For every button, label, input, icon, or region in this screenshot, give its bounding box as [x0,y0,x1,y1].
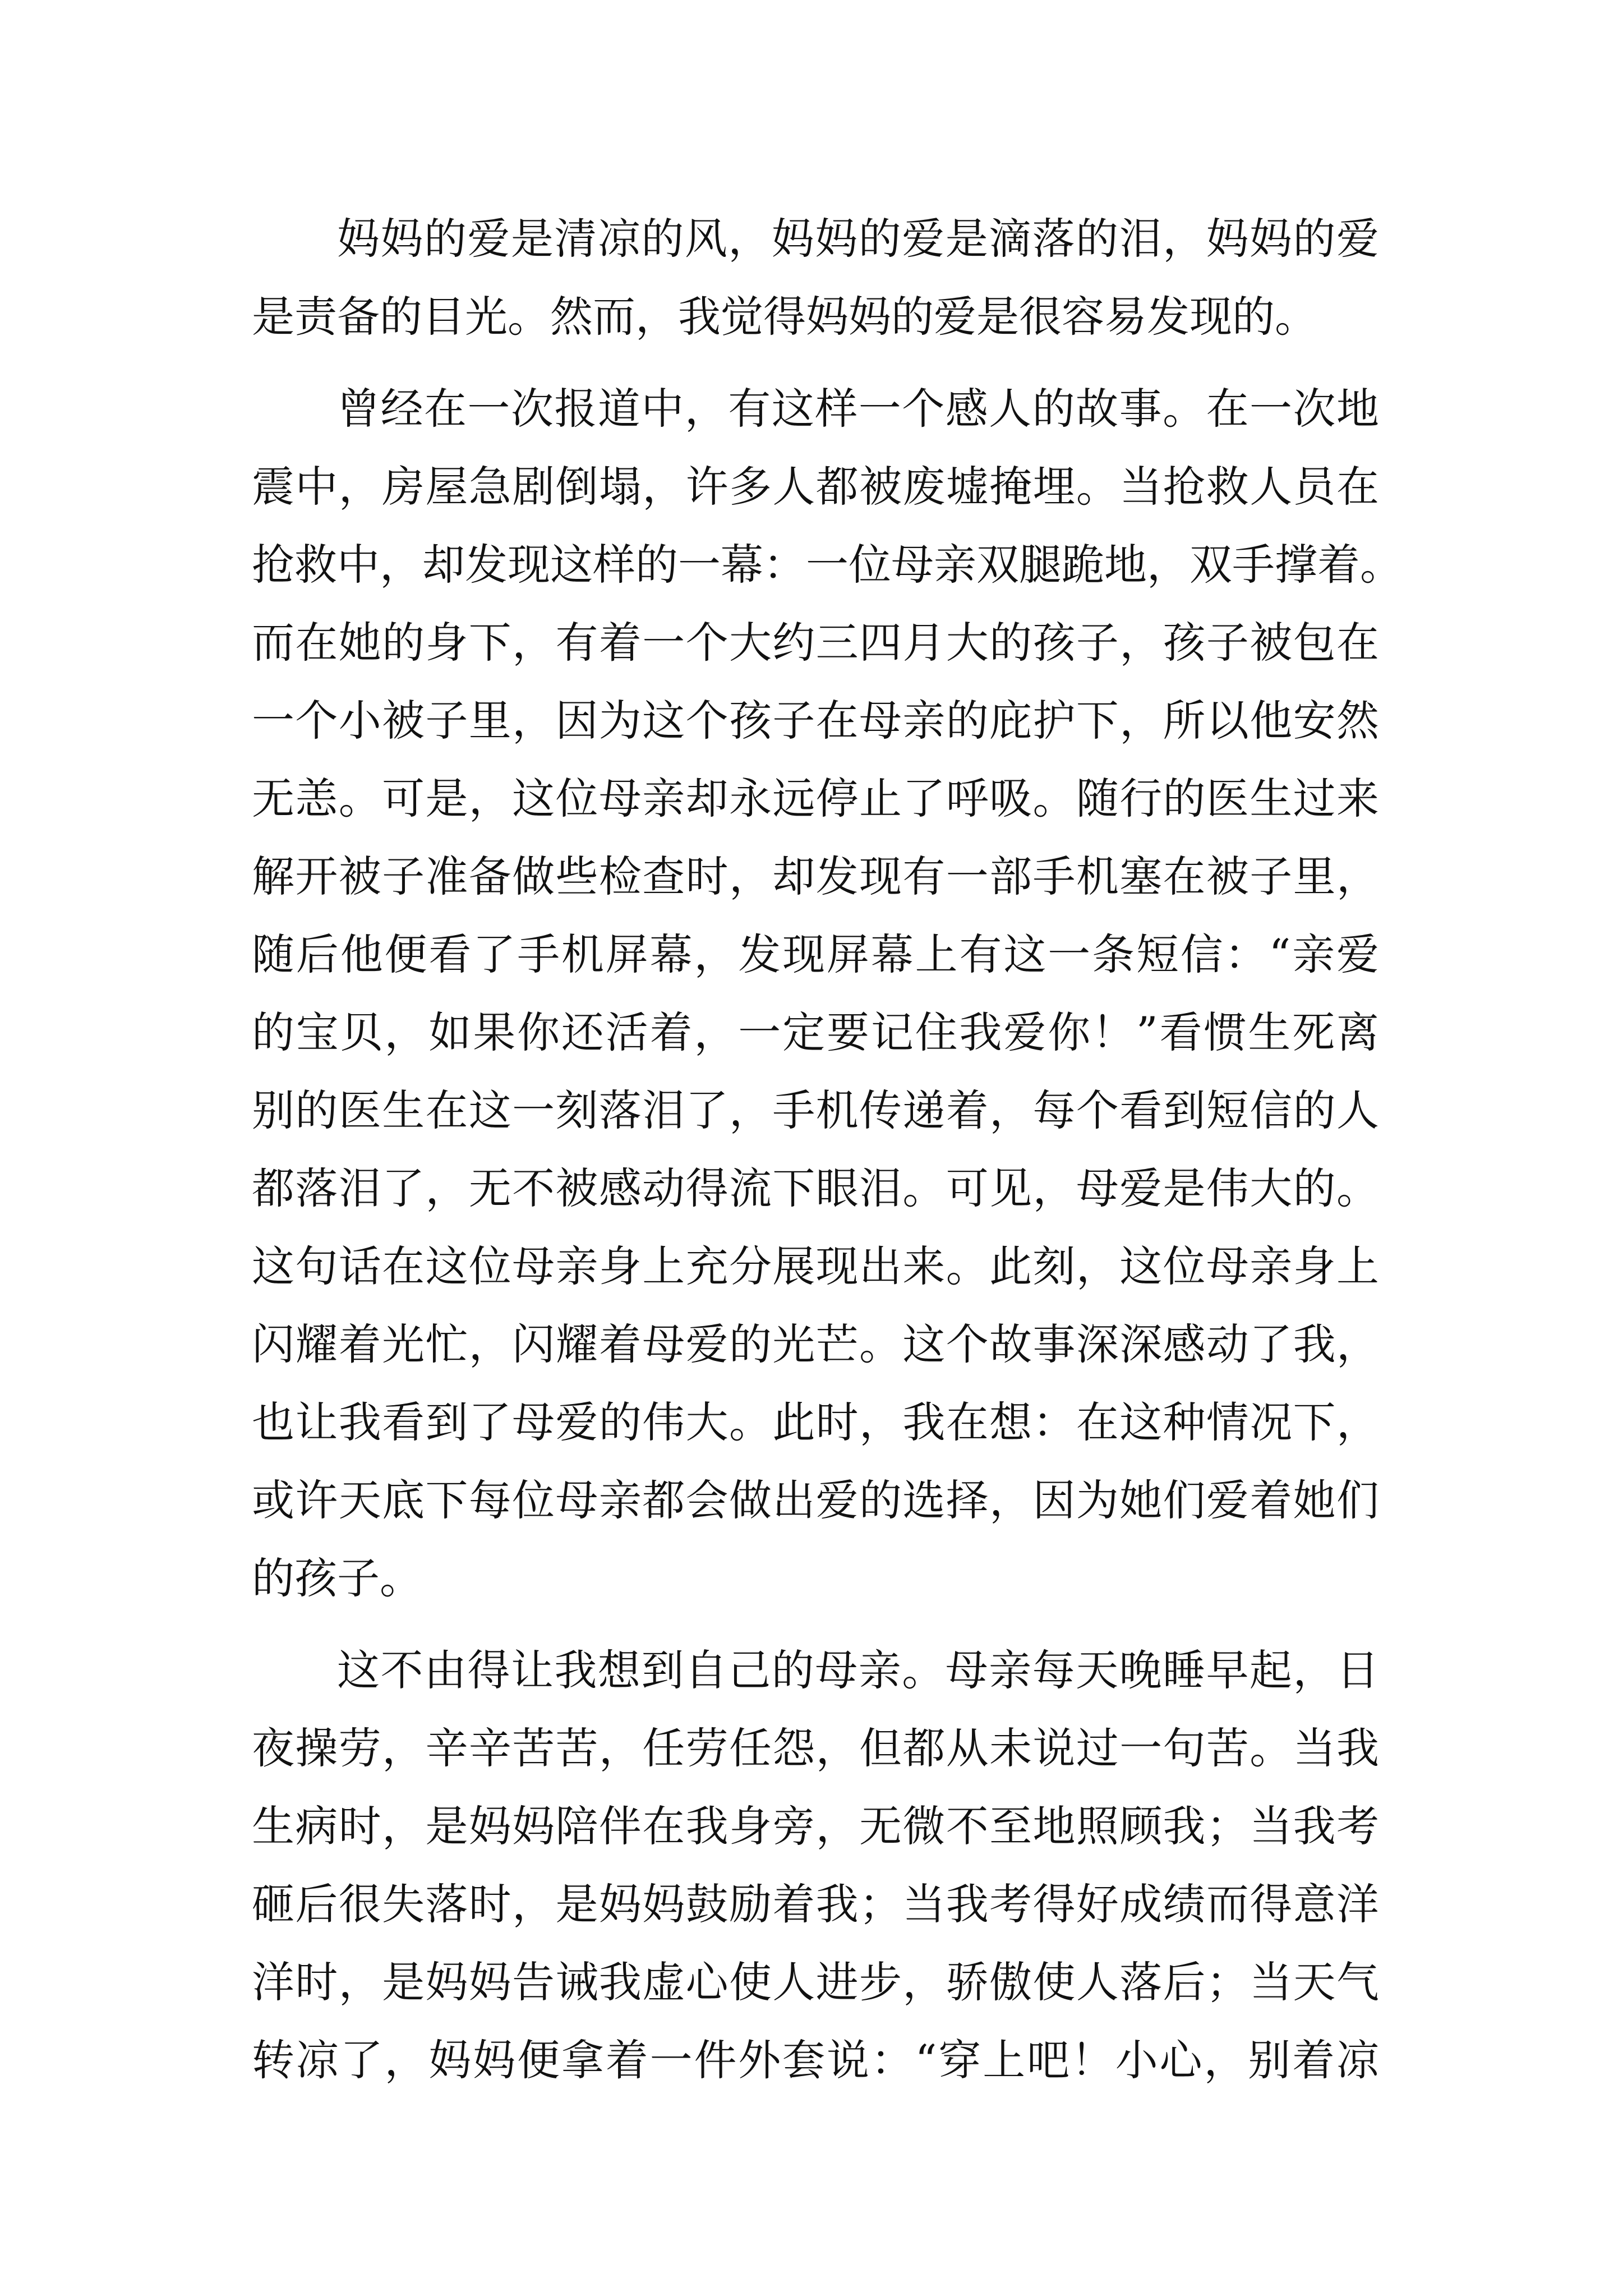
paragraph [252,1631,1379,2099]
text-line: 的宝贝，如果你还活着，一定要记住我爱你！”看惯生死离 [252,1007,1379,1057]
paragraph [252,370,1403,1617]
paragraph [252,200,1379,356]
text-line: 无恙。可是，这位母亲却永远停止了呼吸。随行的医生过来 [252,774,1379,823]
text-line: 一个小被子里，因为这个孩子在母亲的庇护下，所以他安然 [252,696,1379,746]
text-line: 转凉了，妈妈便拿着一件外套说：“穿上吧！小心，别着凉 [252,2035,1379,2085]
text-line: 生病时，是妈妈陪伴在我身旁，无微不至地照顾我；当我考 [252,1801,1379,1851]
text-line: 曾经在一次报道中，有这样一个感人的故事。在一次地 [337,384,1379,434]
text-line: 这句话在这位母亲身上充分展现出来。此刻，这位母亲身上 [252,1241,1379,1291]
text-line: 的孩子。 [252,1553,422,1603]
text-line: 妈妈的爱是清凉的风，妈妈的爱是滴落的泪，妈妈的爱 [337,214,1379,264]
paragraph-gap [252,1617,1379,1631]
text-line: 是责备的目光。然而，我觉得妈妈的爱是很容易发现的。 [252,292,1317,342]
text-line: 解开被子准备做些检查时，却发现有一部手机塞在被子里， [252,852,1379,901]
text-line: 夜操劳，辛辛苦苦，任劳任怨，但都从未说过一句苦。当我 [252,1723,1379,1773]
text-line: 抢救中，却发现这样的一幕：一位母亲双腿跪地，双手撑着。 [252,540,1403,590]
text-line: 洋时，是妈妈告诫我虚心使人进步，骄傲使人落后；当天气 [252,1957,1379,2007]
text-line: 也让我看到了母爱的伟大。此时，我在想：在这种情况下， [252,1397,1379,1447]
text-line: 砸后很失落时，是妈妈鼓励着我；当我考得好成绩而得意洋 [252,1879,1379,1929]
text-line: 这不由得让我想到自己的母亲。母亲每天晚睡早起，日 [337,1645,1379,1695]
essay-body [252,200,1403,2099]
text-line: 闪耀着光忙，闪耀着母爱的光芒。这个故事深深感动了我， [252,1319,1379,1369]
text-line: 或许天底下每位母亲都会做出爱的选择，因为她们爱着她们 [252,1475,1379,1525]
text-line: 别的医生在这一刻落泪了，手机传递着，每个看到短信的人 [252,1085,1379,1135]
text-line: 而在她的身下，有着一个大约三四月大的孩子，孩子被包在 [252,618,1379,668]
text-line: 随后他便看了手机屏幕，发现屏幕上有这一条短信：“亲爱 [252,930,1379,979]
paragraph-gap [252,356,1379,370]
text-line: 都落泪了，无不被感动得流下眼泪。可见，母爱是伟大的。 [252,1163,1379,1213]
text-line: 震中，房屋急剧倒塌，许多人都被废墟掩埋。当抢救人员在 [252,462,1379,512]
